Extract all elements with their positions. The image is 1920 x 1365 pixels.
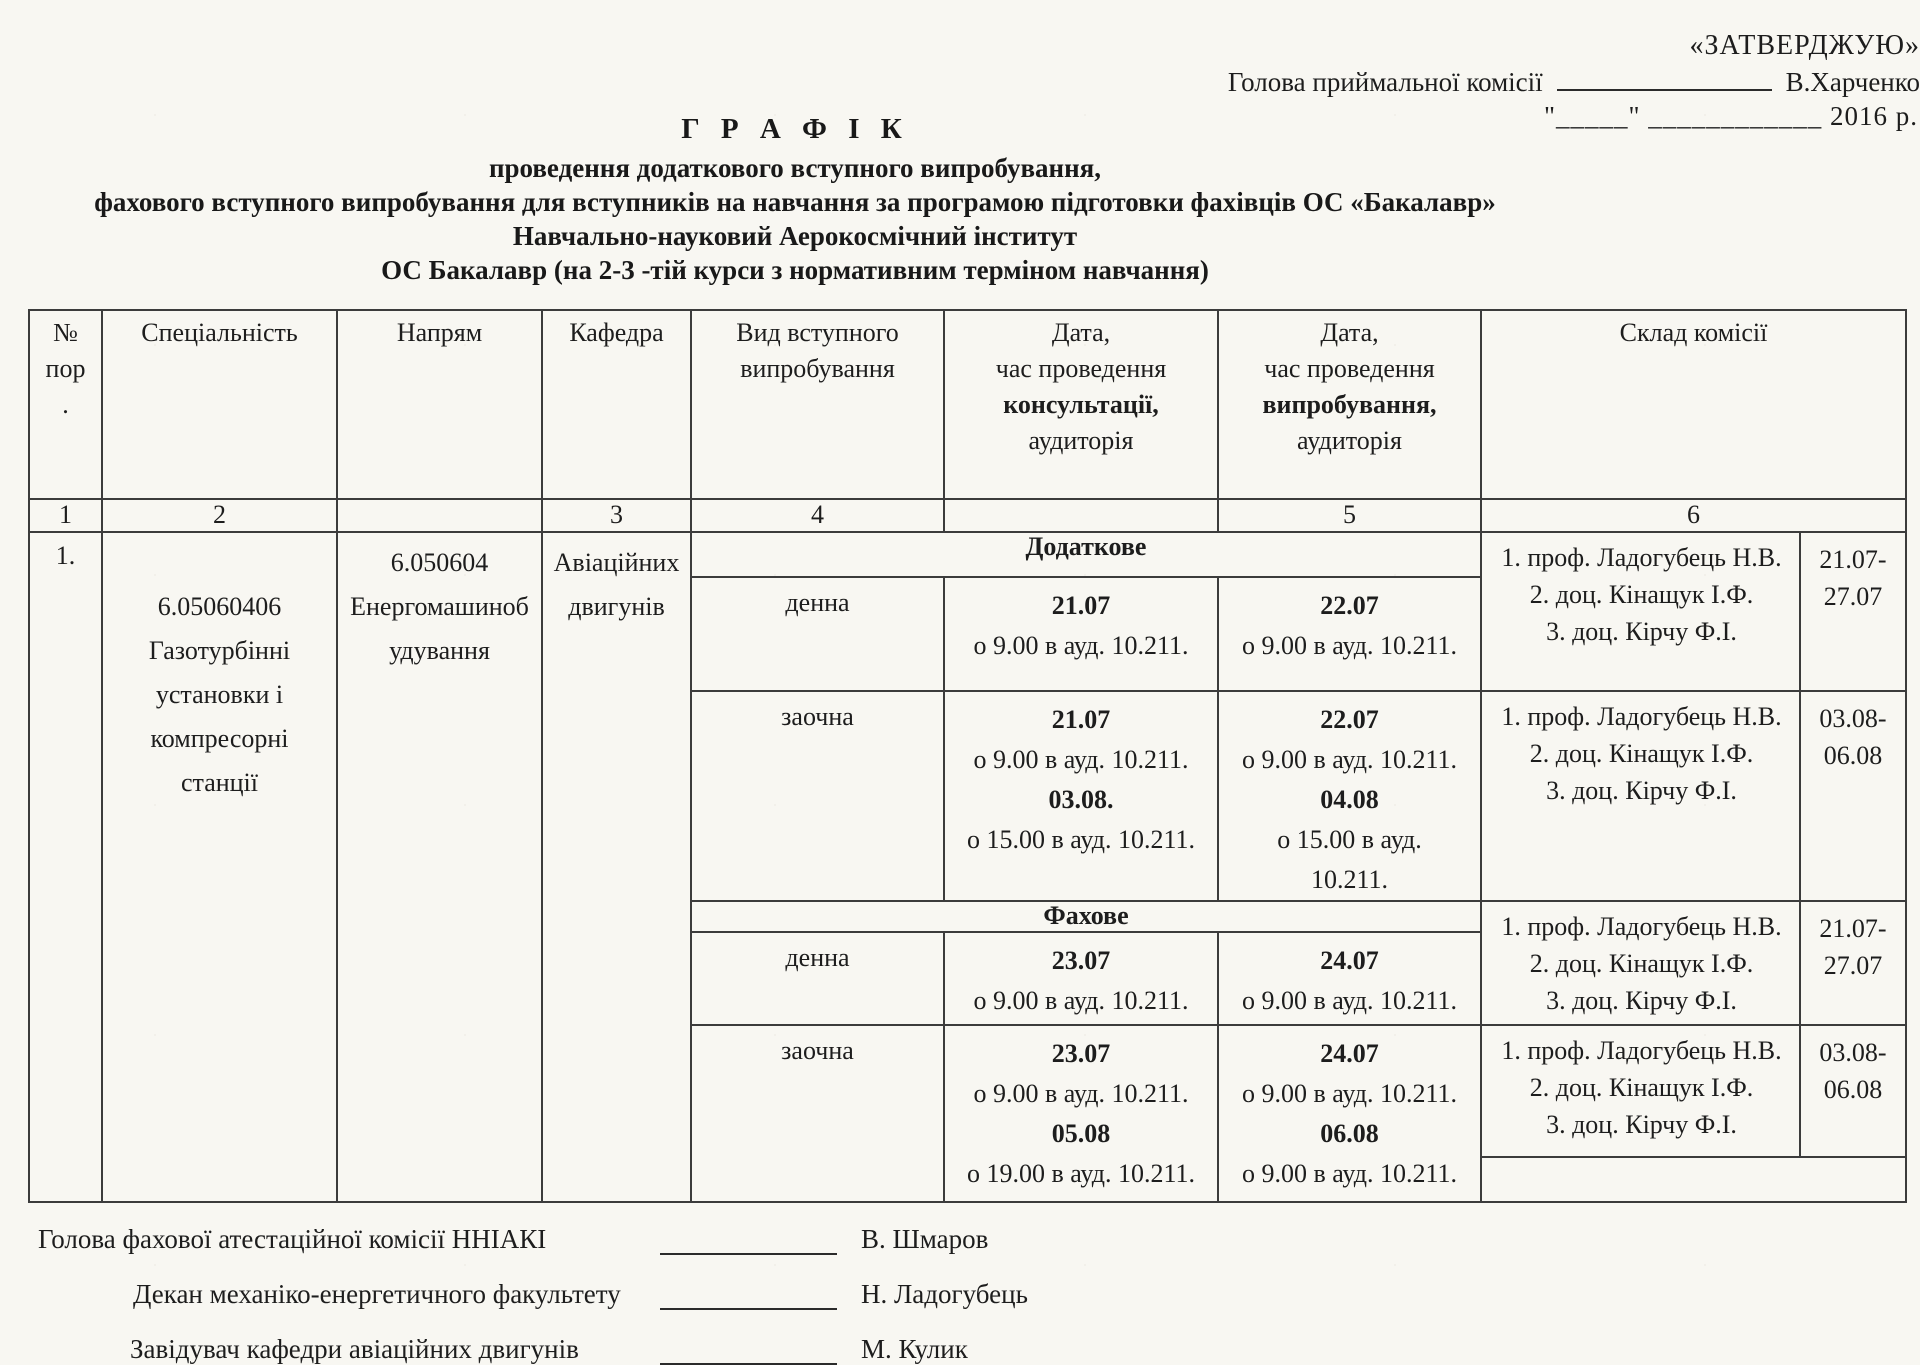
signature-name: М. Кулик [861,1334,968,1364]
consultation-datetime-cell: 21.07 о 9.00 в ауд. 10.211. [944,577,1218,691]
specialty-cell: 6.05060406 Газотурбінні установки і компресорні станції [102,532,337,1202]
signature-row [0,1325,1920,1365]
col-header-exam-date: Дата, час проведення випробування, аудиторія [1218,310,1481,499]
signature-blank [660,1286,837,1310]
study-form-cell: денна [691,932,944,1025]
signature-row [0,1270,1920,1310]
col-header-no: № пор . [29,310,102,499]
department-cell: Авіаційних двигунів [542,532,691,1202]
approval-stamp: «ЗАТВЕРДЖУЮ» [1689,30,1920,61]
date-range-cell: 03.08- 06.08 [1800,691,1906,901]
page-title: Г Р А Ф І К [681,113,909,145]
section-band-dodatkove: Додаткове [691,532,1481,577]
signature-row [0,1215,1920,1255]
signature-blank [660,1231,837,1255]
numbering-cell [944,499,1218,532]
numbering-cell: 3 [542,499,691,532]
table-row [29,532,1906,577]
col-header-department: Кафедра [542,310,691,499]
signature-label: Декан механіко-енергетичного факультету [133,1279,621,1309]
commission-cell: 1. проф. Ладогубець Н.В. 2. доц. Кінащук І.Ф. 3. доц. Кірчу Ф.І. [1481,691,1800,901]
consultation-datetime-cell: 23.07 о 9.00 в ауд. 10.211. [944,932,1218,1025]
date-range-cell: 21.07- 27.07 [1800,532,1906,691]
col-header-commission: Склад комісії [1481,310,1906,499]
title-line-4: Навчально-науковий Аерокосмічний інститут [512,221,1078,251]
title-line-2: проведення додаткового вступного випробування, [488,153,1102,183]
empty-corner-cell [1481,1157,1906,1202]
signature-label: Завідувач кафедри авіаційних двигунів [130,1334,579,1364]
schedule-table [28,309,1907,1203]
title-line-3: фахового вступного випробування для вступників на навчання за програмою підготовки фахівців ОС «Бакалавр» [94,187,1496,217]
study-form-cell: заочна [691,1025,944,1202]
exam-datetime-cell: 22.07 о 9.00 в ауд. 10.211. [1218,577,1481,691]
numbering-cell: 4 [691,499,944,532]
signature-blank [1557,71,1772,91]
consultation-datetime-cell: 23.07 о 9.00 в ауд. 10.211. 05.08 о 19.00 в ауд. 10.211. [944,1025,1218,1202]
numbering-row [29,499,1906,532]
signature-name: Н. Ладогубець [861,1279,1028,1309]
exam-datetime-cell: 22.07 о 9.00 в ауд. 10.211. 04.08 о 15.00 в ауд. 10.211. [1218,691,1481,901]
commission-cell: 1. проф. Ладогубець Н.В. 2. доц. Кінащук І.Ф. 3. доц. Кірчу Ф.І. [1481,1025,1800,1157]
signature-label: Голова фахової атестаційної комісії ННІАКІ [38,1224,547,1254]
study-form-cell: денна [691,577,944,691]
approval-chair-label: Голова приймальної комісії [1227,67,1543,97]
col-header-specialty: Спеціальність [102,310,337,499]
title-line-5: ОС Бакалавр (на 2-3 -тій курси з нормативним терміном навчання) [381,255,1209,285]
exam-datetime-cell: 24.07 о 9.00 в ауд. 10.211. [1218,932,1481,1025]
col-header-direction: Напрям [337,310,542,499]
approval-date-line: "_____" ____________ 2016 р. [1543,101,1918,131]
col-header-consultation-date: Дата, час проведення консультації, аудиторія [944,310,1218,499]
exam-datetime-cell: 24.07 о 9.00 в ауд. 10.211. 06.08 о 9.00 в ауд. 10.211. [1218,1025,1481,1202]
section-band-fakhove: Фахове [691,901,1481,932]
approval-chair-line [430,66,1920,98]
consultation-datetime-cell: 21.07 о 9.00 в ауд. 10.211. 03.08. о 15.00 в ауд. 10.211. [944,691,1218,901]
direction-cell: 6.050604 Енергомашиноб удування [337,532,542,1202]
signature-blank [660,1341,837,1365]
date-range-cell: 03.08- 06.08 [1800,1025,1906,1157]
numbering-cell: 6 [1481,499,1906,532]
footer-signatures [0,1215,1920,1365]
date-range-cell: 21.07- 27.07 [1800,901,1906,1025]
signature-name: В. Шмаров [861,1224,989,1254]
approval-block [430,30,1920,132]
commission-cell: 1. проф. Ладогубець Н.В. 2. доц. Кінащук І.Ф. 3. доц. Кірчу Ф.І. [1481,532,1800,691]
col-header-exam-type: Вид вступного випробування [691,310,944,499]
numbering-cell: 1 [29,499,102,532]
commission-cell: 1. проф. Ладогубець Н.В. 2. доц. Кінащук І.Ф. 3. доц. Кірчу Ф.І. [1481,901,1800,1025]
study-form-cell: заочна [691,691,944,901]
numbering-cell: 2 [102,499,337,532]
numbering-cell: 5 [1218,499,1481,532]
approval-chair-name: В.Харченко [1785,67,1920,97]
numbering-cell [337,499,542,532]
row-number-cell: 1. [29,532,102,1202]
